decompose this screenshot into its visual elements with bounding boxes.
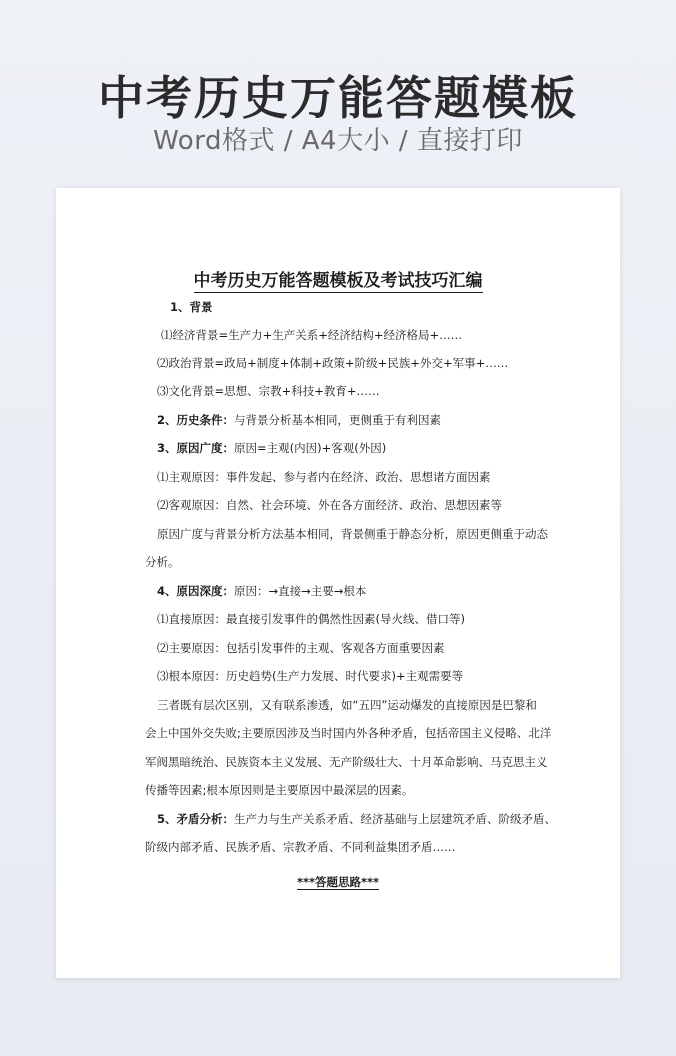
line-text: 原因：→直接→主要→根本 bbox=[234, 584, 367, 598]
line-text: 分析。 bbox=[145, 555, 180, 569]
document-title bbox=[56, 266, 620, 291]
line-text: ⑴经济背景=生产力+生产关系+经济结构+经济格局+…… bbox=[161, 328, 463, 342]
line-text: ⑵客观原因：自然、社会环境、外在各方面经济、政治、思想因素等 bbox=[157, 498, 502, 512]
doc-line bbox=[157, 698, 537, 712]
section-heading: 1、背景 bbox=[170, 300, 213, 314]
section-heading: 3、原因广度： bbox=[157, 441, 235, 455]
doc-line bbox=[145, 726, 551, 740]
line-text: ⑵主要原因：包括引发事件的主观、客观各方面重要因素 bbox=[157, 641, 445, 655]
doc-line bbox=[157, 498, 502, 512]
section-heading: 4、原因深度： bbox=[157, 584, 235, 598]
footer-title-text: ***答题思路*** bbox=[296, 875, 380, 889]
section-footer-title bbox=[56, 874, 620, 890]
doc-line bbox=[161, 328, 462, 342]
banner-subtitle: Word格式 / A4大小 / 直接打印 bbox=[153, 126, 523, 156]
banner-title: 中考历史万能答题模板 bbox=[98, 71, 578, 125]
doc-line bbox=[157, 527, 548, 541]
doc-line bbox=[145, 783, 413, 797]
doc-line bbox=[157, 356, 508, 370]
doc-line bbox=[145, 755, 548, 769]
line-text: ⑵政治背景=政局+制度+体制+政策+阶级+民族+外交+军事+…… bbox=[157, 356, 509, 370]
section-heading: 2、历史条件： bbox=[157, 413, 235, 427]
doc-line bbox=[157, 641, 445, 655]
doc-line bbox=[145, 555, 180, 569]
line-text: 原因=主观(内因)+客观(外因) bbox=[234, 441, 387, 455]
doc-line bbox=[170, 300, 213, 314]
doc-line bbox=[157, 384, 380, 398]
line-text: 生产力与生产关系矛盾、经济基础与上层建筑矛盾、阶级矛盾、 bbox=[234, 812, 557, 826]
doc-line bbox=[157, 470, 491, 484]
doc-line bbox=[157, 612, 465, 626]
line-text: ⑴主观原因：事件发起、参与者内在经济、政治、思想诸方面因素 bbox=[157, 470, 491, 484]
line-text: ⑴直接原因：最直接引发事件的偶然性因素(导火线、借口等) bbox=[157, 612, 465, 626]
line-text: ⑶根本原因：历史趋势(生产力发展、时代要求)+主观需要等 bbox=[157, 669, 464, 683]
line-text: 军阀黑暗统治、民族资本主义发展、无产阶级壮大、十月革命影响、马克思主义 bbox=[145, 755, 548, 769]
doc-line bbox=[157, 413, 441, 427]
line-text: ⑶文化背景=思想、宗教+科技+教育+…… bbox=[157, 384, 380, 398]
line-text: 会上中国外交失败;主要原因涉及当时国内外各种矛盾，包括帝国主义侵略、北洋 bbox=[145, 726, 552, 740]
document-page bbox=[56, 188, 620, 978]
section-heading: 5、矛盾分析： bbox=[157, 812, 235, 826]
line-text: 与背景分析基本相同，更侧重于有利因素 bbox=[234, 413, 442, 427]
doc-line bbox=[157, 441, 386, 455]
doc-line bbox=[157, 669, 463, 683]
line-text: 阶级内部矛盾、民族矛盾、宗教矛盾、不同利益集团矛盾…… bbox=[145, 840, 456, 854]
doc-line bbox=[145, 840, 456, 854]
line-text: 传播等因素;根本原因则是主要原因中最深层的因素。 bbox=[145, 783, 414, 797]
line-text: 原因广度与背景分析方法基本相同，背景侧重于静态分析，原因更侧重于动态 bbox=[157, 527, 548, 541]
doc-line bbox=[157, 584, 366, 598]
doc-line bbox=[157, 812, 556, 826]
document-title-text: 中考历史万能答题模板及考试技巧汇编 bbox=[193, 271, 483, 291]
line-text: 三者既有层次区别，又有联系渗透，如“五四”运动爆发的直接原因是巴黎和 bbox=[157, 698, 537, 712]
